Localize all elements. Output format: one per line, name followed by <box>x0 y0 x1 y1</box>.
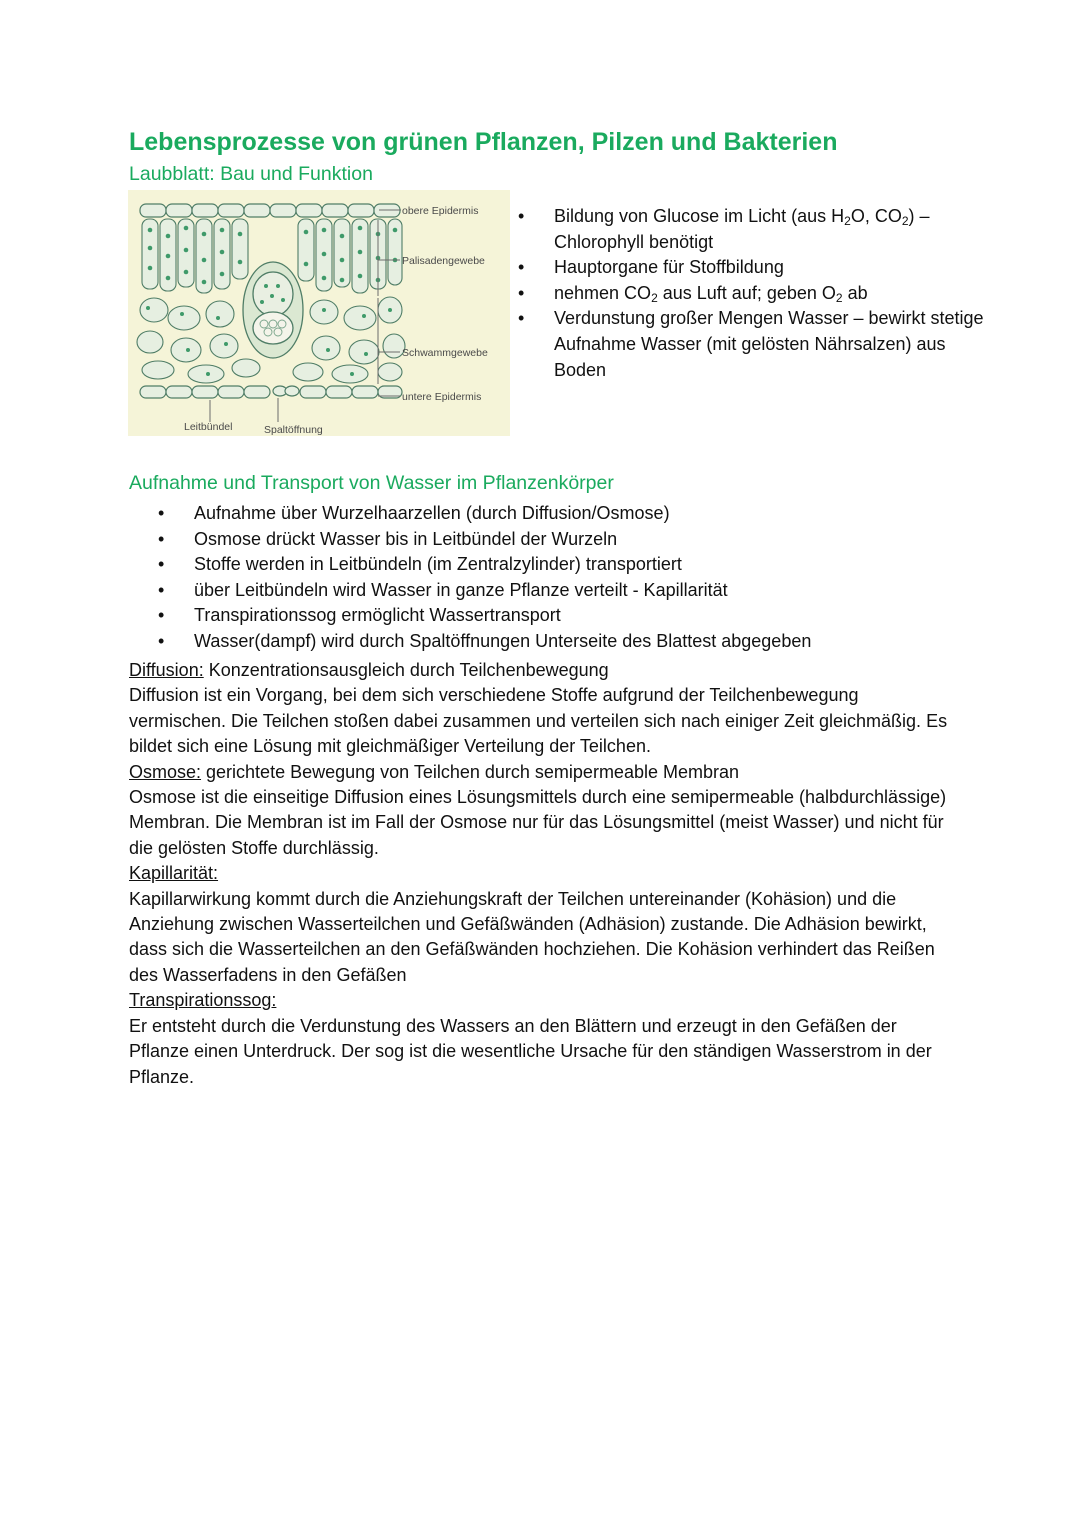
list-item: • Stoffe werden in Leitbündeln (im Zentralzylinder) transportiert <box>158 552 978 578</box>
list-item: • Aufnahme über Wurzelhaarzellen (durch Diffusion/Osmose) <box>158 501 978 527</box>
list-item: • Hauptorgane für Stoffbildung <box>518 255 988 281</box>
transpirationssog-text: Er entsteht durch die Verdunstung des Wassers an den Blättern und erzeugt in den Gefäßen der Pflanze einen Unterdruck. Der sog ist die wesentliche Ursache für den ständigen Wasserstrom in der Pflanze. <box>129 1015 932 1087</box>
diffusion-definition: Diffusion: Konzentrationsausgleich durch Teilchenbewegung <box>129 660 609 680</box>
label-upper-epidermis: obere Epidermis <box>402 205 479 217</box>
label-spongy: Schwammgewebe <box>402 347 488 359</box>
kapillaritaet-text: Kapillarwirkung kommt durch die Anziehungskraft der Teilchen untereinander (Kohäsion) und die Anziehung zwischen Wasserteilchen und Gefäßwänden (Adhäsion) zustande. Die Adhäsion bewirkt, dass sich die Wasserteilchen an den Gefäßwänden hochziehen. Die Kohäsion verhindert das Reißen des Wasserfadens in den Gefäßen <box>129 888 935 985</box>
term-diffusion: Diffusion: <box>129 660 204 680</box>
term-transpirationssog: Transpirationssog: <box>129 990 277 1011</box>
page-title: Lebensprozesse von grünen Pflanzen, Pilzen und Bakterien <box>129 128 838 156</box>
list-item: • Osmose drückt Wasser bis in Leitbündel der Wurzeln <box>158 527 978 553</box>
kapillaritaet-heading <box>129 861 959 886</box>
leaf-cross-section-figure <box>128 190 510 436</box>
section-heading-water: Aufnahme und Transport von Wasser im Pflanzenkörper <box>129 472 614 494</box>
term-kapillaritaet: Kapillarität: <box>129 863 219 884</box>
leaf-diagram <box>128 190 510 436</box>
transpirationssog-heading <box>129 988 959 1013</box>
section-heading-leaf: Laubblatt: Bau und Funktion <box>129 163 373 185</box>
label-palisade: Palisadengewebe <box>402 255 485 267</box>
list-item: • Transpirationssog ermöglicht Wassertransport <box>158 603 978 629</box>
label-stoma: Spaltöffnung <box>264 424 323 436</box>
osmose-definition: Osmose: gerichtete Bewegung von Teilchen durch semipermeable Membran <box>129 761 740 782</box>
list-item: • Bildung von Glucose im Licht (aus $H_2O$, $CO_2$) – Chlorophyll benötigt <box>518 204 988 255</box>
label-vascular-bundle: Leitbündel <box>184 421 233 433</box>
term-osmose: Osmose: <box>129 761 202 782</box>
list-item: • Verdunstung großer Mengen Wasser – bewirkt stetige Aufnahme Wasser (mit gelösten Nährsalzen) aus Boden <box>518 306 988 383</box>
list-item: • Wasser(dampf) wird durch Spaltöffnungen Unterseite des Blattest abgegeben <box>158 629 978 655</box>
definitions-block <box>129 658 959 1090</box>
diffusion-text: Diffusion ist ein Vorgang, bei dem sich verschiedene Stoffe aufgrund der Teilchenbewegung vermischen. Die Teilchen stoßen dabei zusammen und verteilen sich nach einiger Zeit gleichmäßig. Es bildet sich eine Lösung mit gleichmäßiger Verteilung der Teilchen. <box>129 685 948 757</box>
osmose-text: Osmose ist die einseitige Diffusion eines Lösungsmittels durch eine semipermeable (halbdurchlässige) Membran. Die Membran ist im Fall der Osmose nur für das Lösungsmittel (meist Wasser) und nicht für die gelösten Stoffe durchlässig. <box>129 787 947 858</box>
list-item: • nehmen $CO_2$ aus Luft auf; geben $O_2$ ab <box>518 281 988 307</box>
label-lower-epidermis: untere Epidermis <box>402 391 482 403</box>
water-transport-list <box>158 501 978 655</box>
list-item: • über Leitbündeln wird Wasser in ganze Pflanze verteilt - Kapillarität <box>158 578 978 604</box>
leaf-function-list <box>518 204 988 383</box>
